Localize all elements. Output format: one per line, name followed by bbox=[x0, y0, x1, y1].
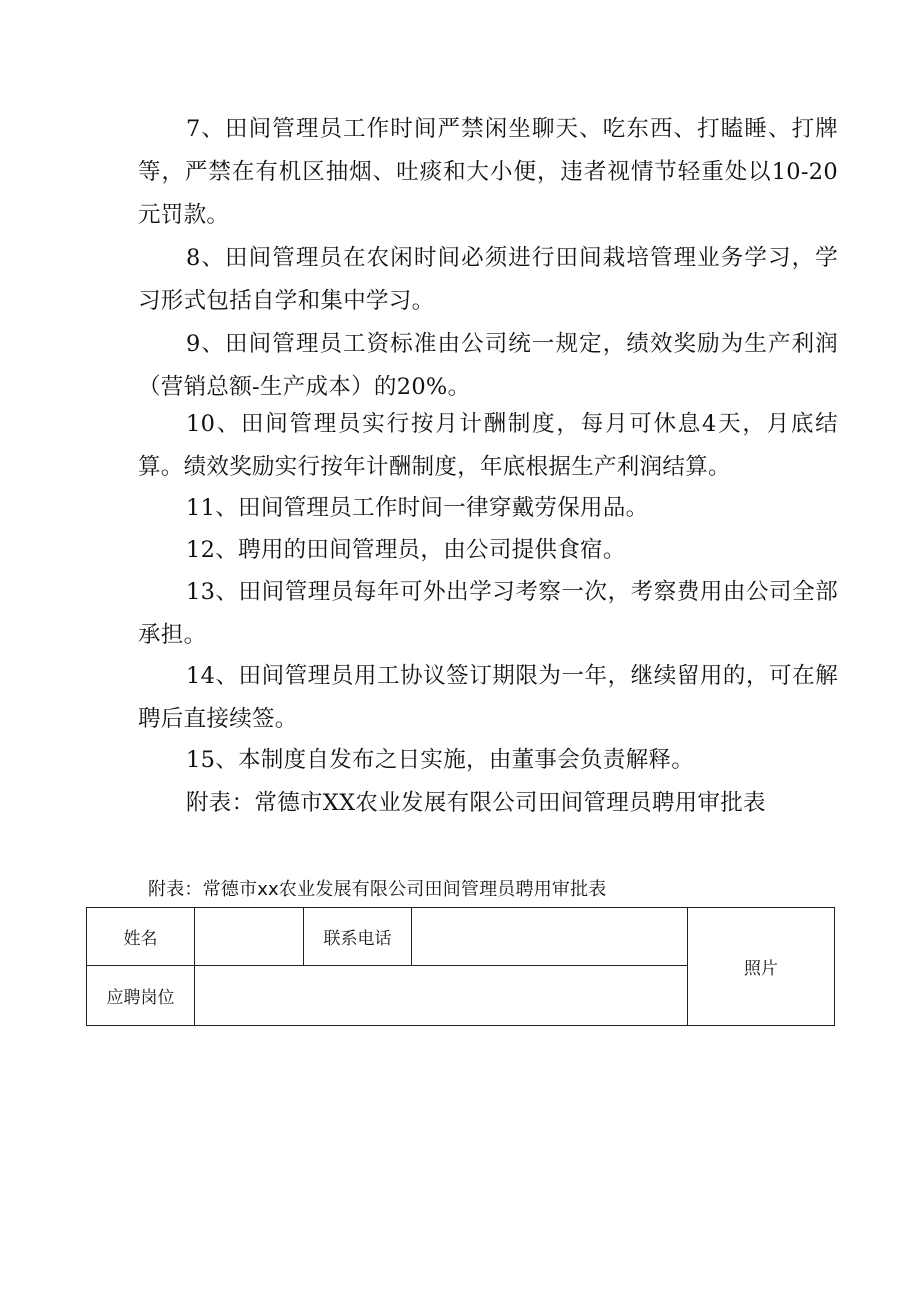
appendix-title: 附表：常德市XX农业发展有限公司田间管理员聘用审批表 bbox=[186, 790, 766, 816]
paragraph-8: 8、田间管理员在农闲时间必须进行田间栽培管理业务学习，学习形式包括自学和集中学习。 bbox=[138, 245, 838, 314]
phone-field[interactable] bbox=[412, 908, 688, 966]
paragraph-12: 12、聘用的田间管理员，由公司提供食宿。 bbox=[186, 537, 626, 563]
photo-cell[interactable]: 照片 bbox=[688, 908, 835, 1026]
table-caption: 附表：常德市xx农业发展有限公司田间管理员聘用审批表 bbox=[148, 879, 607, 900]
paragraph-13: 13、田间管理员每年可外出学习考察一次，考察费用由公司全部承担。 bbox=[138, 579, 838, 648]
name-field[interactable] bbox=[195, 908, 304, 966]
paragraph-11: 11、田间管理员工作时间一律穿戴劳保用品。 bbox=[186, 495, 649, 521]
paragraph-14: 14、田间管理员用工协议签订期限为一年，继续留用的，可在解聘后直接续签。 bbox=[138, 663, 838, 732]
table-row bbox=[87, 908, 835, 966]
approval-form-table bbox=[86, 907, 835, 1026]
position-label: 应聘岗位 bbox=[87, 966, 195, 1026]
paragraph-7: 7、田间管理员工作时间严禁闲坐聊天、吃东西、打瞌睡、打牌等，严禁在有机区抽烟、吐痰和大小便，违者视情节轻重处以10-20元罚款。 bbox=[138, 116, 838, 228]
paragraph-15: 15、本制度自发布之日实施，由董事会负责解释。 bbox=[186, 747, 695, 773]
phone-label: 联系电话 bbox=[304, 908, 412, 966]
position-field[interactable] bbox=[195, 966, 688, 1026]
paragraph-9: 9、田间管理员工资标准由公司统一规定，绩效奖励为生产利润（营销总额-生产成本）的20%。 bbox=[138, 331, 838, 400]
paragraph-10: 10、田间管理员实行按月计酬制度，每月可休息4天，月底结算。绩效奖励实行按年计酬制度，年底根据生产利润结算。 bbox=[138, 411, 838, 480]
name-label: 姓名 bbox=[87, 908, 195, 966]
